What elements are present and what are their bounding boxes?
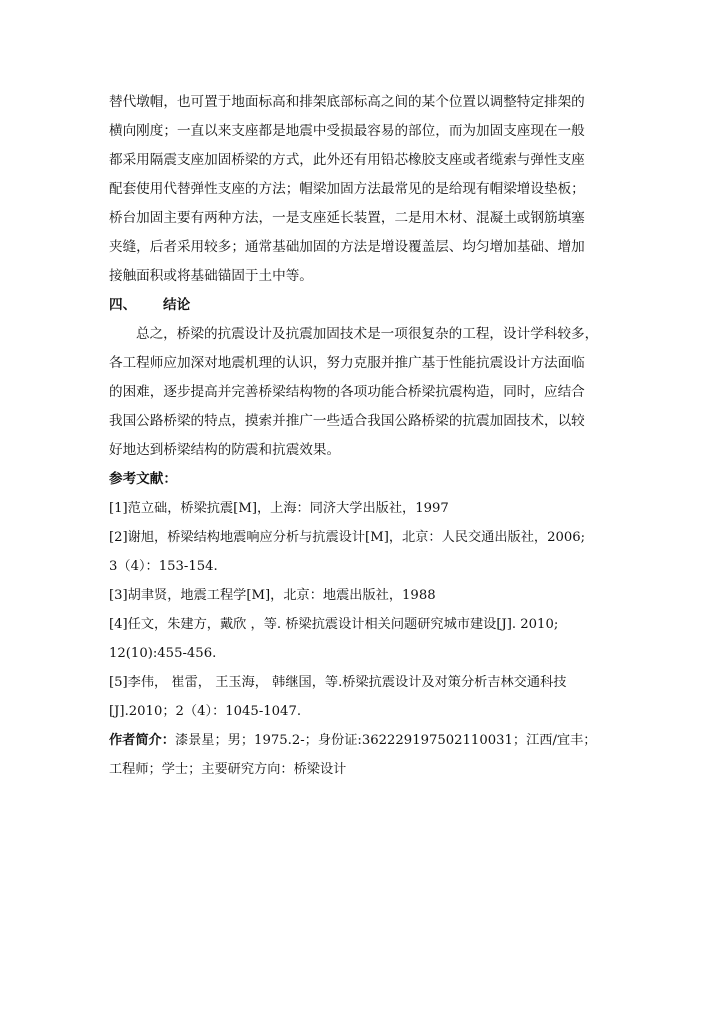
author-bio-label: 作者简介： [109, 733, 175, 748]
section-number: 四、 [109, 297, 137, 313]
reference-item: [3]胡聿贤，地震工程学[M]，北京：地震出版社，1988 [109, 588, 436, 603]
author-bio-line [109, 726, 614, 755]
section-heading-conclusion [109, 291, 614, 320]
text-line: 的困难，逐步提高并完善桥梁结构物的各项功能合桥梁抗震构造，同时，应结合 [109, 384, 585, 400]
text-line: 接触面积或将基础锚固于土中等。 [109, 268, 313, 284]
reference-item-continued: 3（4）：153-154. [109, 559, 218, 574]
text-line: 总之，桥梁的抗震设计及抗震加固技术是一项很复杂的工程，设计学科较多， [136, 326, 599, 342]
intro-paragraph [109, 88, 614, 291]
text-line: 横向刚度；一直以来支座都是地震中受损最容易的部位，而为加固支座现在一般 [109, 123, 585, 139]
text-line: 配套使用代替弹性支座的方法；帽梁加固方法最常见的是给现有帽梁增设垫板； [109, 181, 585, 197]
reference-item: [1]范立础，桥梁抗震[M]，上海：同济大学出版社，1997 [109, 501, 449, 516]
reference-item-continued: 12(10):455-456. [109, 646, 217, 661]
text-line: 各工程师应加深对地震机理的认识，努力克服并推广基于性能抗震设计方法面临 [109, 355, 585, 371]
section-title: 结论 [163, 297, 191, 313]
reference-list [109, 494, 614, 726]
text-line: 好地达到桥梁结构的防震和抗震效果。 [109, 442, 341, 458]
references-heading: 参考文献： [109, 471, 177, 487]
reference-item: [5]李伟， 崔雷， 王玉海， 韩继国，等.桥梁抗震设计及对策分析吉林交通科技 [109, 675, 567, 690]
reference-item-continued: [J].2010；2（4）：1045-1047. [109, 704, 302, 719]
conclusion-paragraph [109, 320, 614, 465]
author-bio-line: 工程师；学士；主要研究方向：桥梁设计 [109, 762, 347, 777]
author-bio-details: 漆景星；男；1975.2-；身份证:362229197502110031；江西/宜丰； [174, 733, 597, 748]
author-bio [109, 726, 614, 784]
text-line: 我国公路桥梁的特点，摸索并推广一些适合我国公路桥梁的抗震加固技术，以较 [109, 413, 585, 429]
text-line: 桥台加固主要有两种方法，一是支座延长装置，二是用木材、混凝土或钢筋填塞 [109, 210, 585, 226]
text-line: 都采用隔震支座加固桥梁的方式，此外还有用铅芯橡胶支座或者缆索与弹性支座 [109, 152, 585, 168]
reference-item: [4]任文，朱建方，戴欣 ，等. 桥梁抗震设计相关问题研究城市建设[J]. 2010; [109, 617, 559, 632]
text-line: 夹缝，后者采用较多；通常基础加固的方法是增设覆盖层、均匀增加基础、增加 [109, 239, 585, 255]
document-page [109, 88, 614, 784]
reference-item: [2]谢旭，桥梁结构地震响应分析与抗震设计[M]，北京：人民交通出版社，2006; [109, 530, 586, 545]
text-line: 替代墩帽，也可置于地面标高和排架底部标高之间的某个位置以调整特定排架的 [109, 94, 585, 110]
